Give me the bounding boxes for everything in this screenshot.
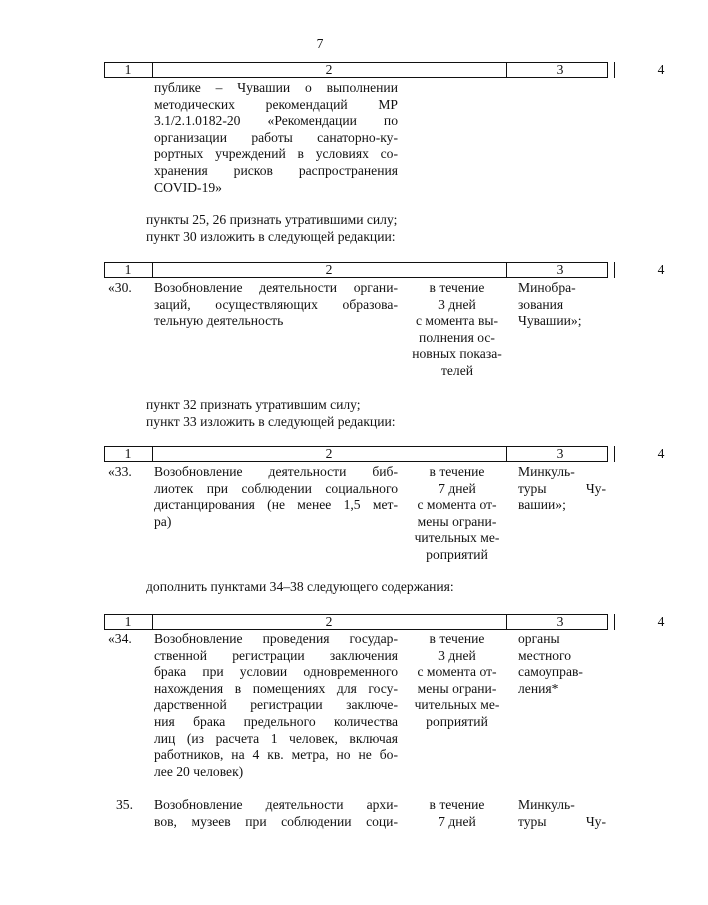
item-number: 35.: [116, 797, 133, 812]
text-line: Чувашии»;: [518, 313, 582, 329]
text-line: заций, осуществляющих образова-: [154, 296, 398, 312]
item-responsible: [518, 280, 606, 330]
text-line: в течение: [429, 464, 485, 479]
text-line: брака при условии одновременного: [154, 664, 398, 680]
text-line: мены ограни-: [417, 513, 497, 529]
text-line: роприятий: [426, 713, 488, 729]
item-description: [154, 631, 398, 780]
text-line: ственной регистрации заключения: [154, 647, 398, 663]
item-responsible: [518, 631, 606, 697]
item-term: [406, 464, 508, 564]
item-responsible: [518, 464, 606, 514]
table-header: [104, 62, 665, 78]
text-line: пункт 32 признать утратившим силу;: [146, 397, 361, 412]
table-header: [104, 446, 665, 462]
col-header-1: 1: [124, 62, 132, 77]
text-line: дистанцирования (не менее 1,5 мет-: [154, 497, 398, 513]
text-line: Возобновление деятельности органи-: [154, 280, 398, 295]
col-header-2: 2: [325, 446, 333, 461]
text-line: хранения рисков распространения: [154, 162, 398, 178]
amendment-paragraph: [146, 397, 586, 430]
text-line: с момента от-: [417, 664, 497, 680]
col-header-2: 2: [325, 262, 333, 277]
item-number: «34.: [108, 631, 132, 646]
text-line: 3.1/2.1.0182-20 «Рекомендации по: [154, 113, 398, 129]
col-header-2: 2: [325, 62, 333, 77]
col-header-4: 4: [657, 446, 665, 461]
amendment-paragraph: [146, 212, 586, 245]
item-term: [406, 631, 508, 731]
text-line: чительных ме-: [414, 530, 500, 546]
text-line: мены ограни-: [417, 680, 497, 696]
text-line: организации работы санаторно-ку-: [154, 129, 398, 145]
text-line: ния брака предельного количества: [154, 713, 398, 729]
col-header-3: 3: [556, 614, 564, 629]
text-line: в течение: [429, 797, 485, 812]
col-header-3: 3: [556, 446, 564, 461]
text-line: методических рекомендаций МР: [154, 96, 398, 112]
col-header-1: 1: [124, 262, 132, 277]
text-line: полнения ос-: [419, 329, 495, 345]
text-line: Возобновление проведения государ-: [154, 631, 398, 646]
col-header-4: 4: [657, 62, 665, 77]
text-line: туры Чу-: [518, 480, 606, 496]
text-line: местного: [518, 647, 572, 663]
amendment-paragraph: дополнить пунктами 34–38 следующего содержания:: [146, 579, 454, 594]
text-line: Минкуль-: [518, 797, 575, 812]
text-line: Возобновление деятельности архи-: [154, 797, 398, 812]
continuation-text: [154, 80, 398, 196]
col-header-4: 4: [657, 262, 665, 277]
text-line: вашии»;: [518, 497, 566, 513]
text-line: рортных учреждений в условиях со-: [154, 146, 398, 162]
text-line: ра): [154, 513, 172, 529]
text-line: Минкуль-: [518, 464, 575, 479]
table-header: [104, 262, 665, 278]
text-line: Возобновление деятельности биб-: [154, 464, 398, 479]
text-line: пункт 30 изложить в следующей редакции:: [146, 228, 396, 244]
text-line: телей: [440, 362, 474, 378]
text-line: лее 20 человек): [154, 763, 244, 779]
text-line: 3 дней: [438, 647, 476, 663]
col-header-1: 1: [124, 614, 132, 629]
text-line: пункты 25, 26 признать утратившими силу;: [146, 212, 398, 227]
item-description: [154, 797, 398, 830]
text-line: туры Чу-: [518, 813, 606, 829]
col-header-4: 4: [657, 614, 665, 629]
page-number: 7: [316, 36, 324, 51]
item-term: [406, 797, 508, 830]
text-line: пункт 33 изложить в следующей редакции:: [146, 413, 396, 429]
text-line: органы: [518, 631, 560, 646]
item-number: «30.: [108, 280, 132, 295]
text-line: работников, на 4 кв. метра, но не бо-: [154, 747, 398, 763]
text-line: 7 дней: [438, 480, 476, 496]
text-line: 3 дней: [438, 296, 476, 312]
col-header-3: 3: [556, 262, 564, 277]
text-line: тельную деятельность: [154, 313, 284, 329]
col-header-2: 2: [325, 614, 333, 629]
text-line: COVID-19»: [154, 179, 222, 195]
col-header-1: 1: [124, 446, 132, 461]
text-line: лиц (из расчета 1 человек, включая: [154, 730, 398, 746]
text-line: в течение: [429, 631, 485, 646]
text-line: в течение: [429, 280, 485, 295]
text-line: Минобра-: [518, 280, 576, 295]
item-responsible: [518, 797, 606, 830]
text-line: роприятий: [426, 546, 488, 562]
text-line: 7 дней: [438, 813, 476, 829]
item-description: [154, 464, 398, 530]
text-line: чительных ме-: [414, 697, 500, 713]
text-line: вов, музеев при соблюдении соци-: [154, 813, 398, 829]
table-header: [104, 614, 665, 630]
text-line: с момента от-: [417, 497, 497, 513]
text-line: ления*: [518, 680, 559, 696]
text-line: дарственной регистрации заключе-: [154, 697, 398, 713]
text-line: новных показа-: [412, 346, 502, 362]
item-number: «33.: [108, 464, 132, 479]
text-line: лиотек при соблюдении социального: [154, 480, 398, 496]
text-line: зования: [518, 296, 564, 312]
text-line: самоуправ-: [518, 664, 583, 680]
col-header-3: 3: [556, 62, 564, 77]
text-line: публике – Чувашии о выполнении: [154, 80, 398, 95]
text-line: нахождения в помещениях для госу-: [154, 680, 398, 696]
item-term: [406, 280, 508, 380]
text-line: с момента вы-: [415, 313, 499, 329]
item-description: [154, 280, 398, 330]
